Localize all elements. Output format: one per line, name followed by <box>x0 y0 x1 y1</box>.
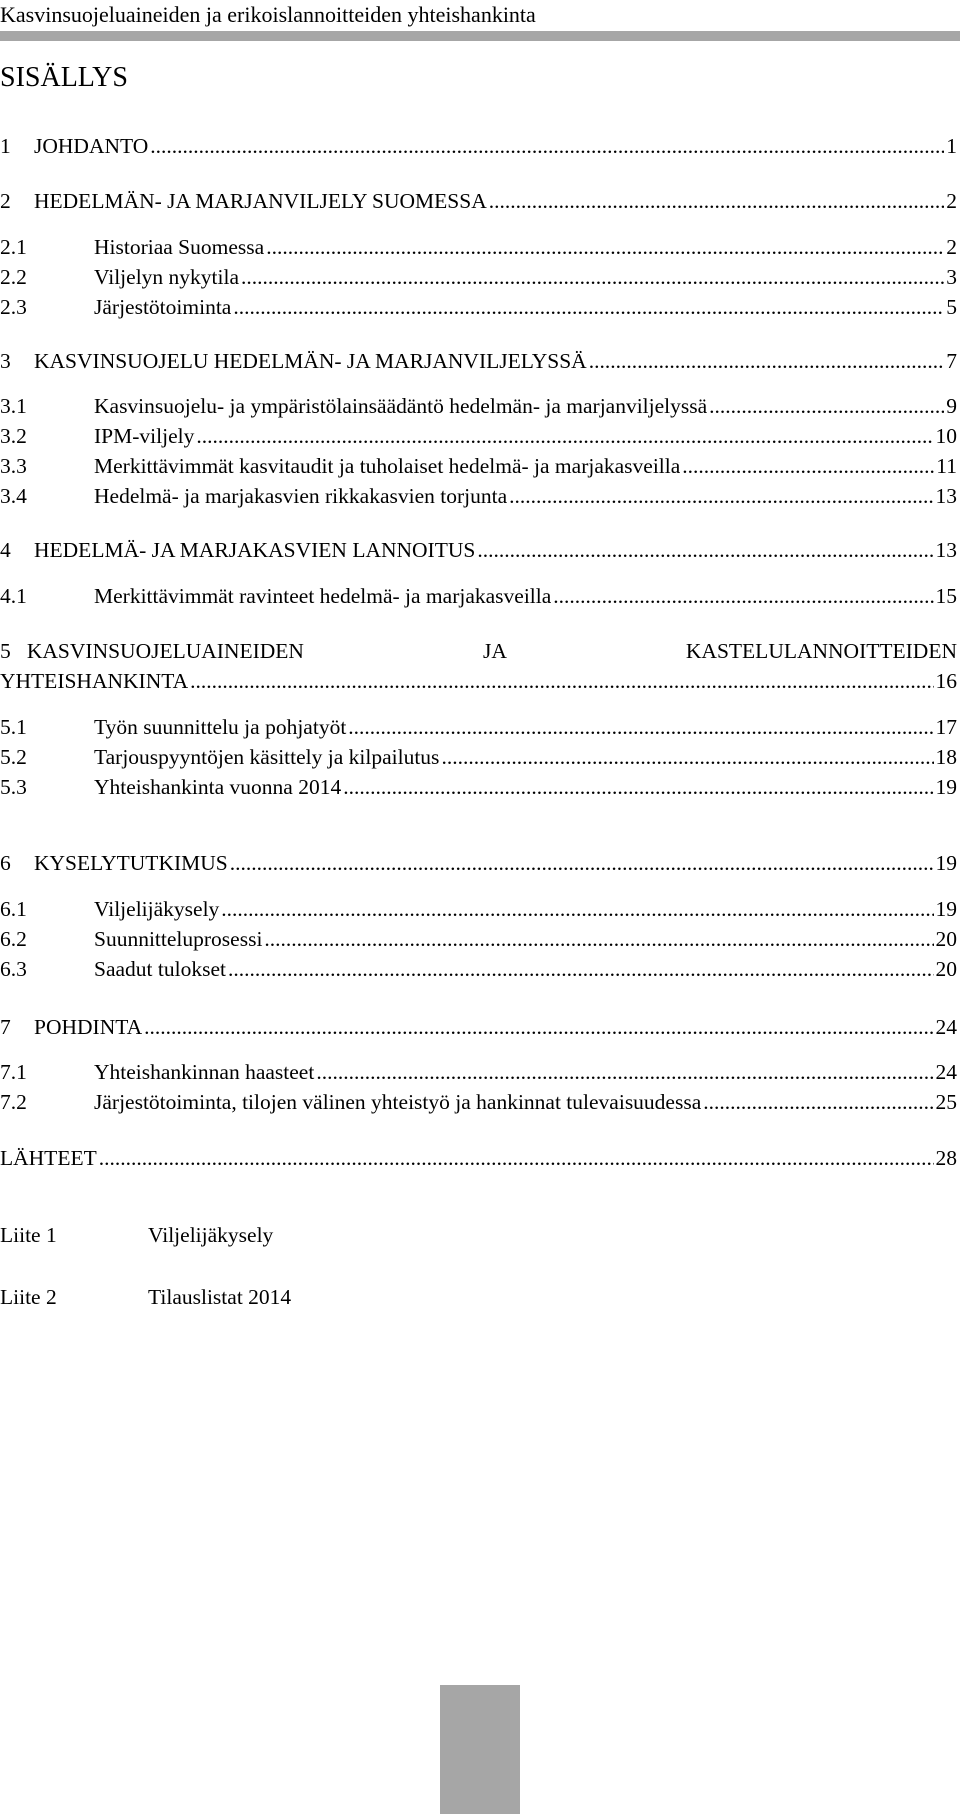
toc-title: LÄHTEET <box>0 1146 97 1170</box>
toc-number: 5.1 <box>0 715 27 739</box>
toc-number: 7.1 <box>0 1060 27 1084</box>
toc-page: 3 <box>946 265 957 289</box>
toc-title: HEDELMÄ- JA MARJAKASVIEN LANNOITUS <box>34 538 476 562</box>
toc-entry-2-1[interactable] <box>0 232 957 262</box>
toc-entry-2-3[interactable] <box>0 292 957 322</box>
toc-entry-4[interactable] <box>0 535 957 565</box>
toc-title: Yhteishankinta vuonna 2014 <box>94 775 342 799</box>
dot-leader <box>190 666 933 696</box>
toc-page: 17 <box>935 715 957 739</box>
toc-entry-6-3[interactable] <box>0 954 957 984</box>
dot-leader <box>343 772 933 802</box>
toc-title: Merkittävimmät ravinteet hedelmä- ja marjakasveilla <box>94 584 552 608</box>
toc-title: Työn suunnittelu ja pohjatyöt <box>94 715 347 739</box>
toc-page: 2 <box>946 189 957 213</box>
toc-entry-lahteet[interactable] <box>0 1143 957 1173</box>
toc-page: 11 <box>936 454 957 478</box>
appendix-number: Liite 2 <box>0 1285 57 1309</box>
toc-title-part <box>0 636 304 666</box>
toc-entry-6-1[interactable] <box>0 894 957 924</box>
toc-number: 5 <box>0 639 11 663</box>
toc-page: 7 <box>946 349 957 373</box>
toc-number: 2.1 <box>0 235 27 259</box>
appendix-title: Viljelijäkysely <box>148 1223 274 1247</box>
dot-leader <box>233 292 944 322</box>
toc-number: 3 <box>0 349 11 373</box>
toc-entry-5-line1[interactable] <box>0 636 957 666</box>
toc-title: Tarjouspyyntöjen käsittely ja kilpailutus <box>94 745 440 769</box>
toc-title: KASVINSUOJELUAINEIDEN <box>26 639 304 663</box>
toc-entry-2[interactable] <box>0 186 957 216</box>
toc-entry-3-4[interactable] <box>0 481 957 511</box>
toc-title: Yhteishankinnan haasteet <box>94 1060 315 1084</box>
dot-leader <box>509 481 933 511</box>
toc-entry-3-2[interactable] <box>0 421 957 451</box>
toc-entry-1[interactable] <box>0 131 957 161</box>
header-rule <box>0 31 960 41</box>
dot-leader <box>682 451 934 481</box>
toc-entry-6-2[interactable] <box>0 924 957 954</box>
toc-entry-7-2[interactable] <box>0 1087 957 1117</box>
dot-leader <box>228 954 934 984</box>
header-title: Kasvinsuojeluaineiden ja erikoislannoitteiden yhteishankinta <box>0 2 536 27</box>
toc-number: 6.3 <box>0 957 27 981</box>
page-number-tab <box>440 1685 520 1814</box>
dot-leader <box>230 848 934 878</box>
toc-number: 3.4 <box>0 484 27 508</box>
toc-title: POHDINTA <box>34 1015 143 1039</box>
dot-leader <box>241 262 944 292</box>
toc-title-part: KASTELULANNOITTEIDEN <box>685 639 957 663</box>
toc-entry-3[interactable] <box>0 346 957 376</box>
toc-number: 4 <box>0 538 11 562</box>
toc-number: 3.2 <box>0 424 27 448</box>
toc-entry-5-2[interactable] <box>0 742 957 772</box>
dot-leader <box>266 232 944 262</box>
toc-title: Saadut tulokset <box>94 957 226 981</box>
toc-page: 1 <box>946 134 957 158</box>
toc-page: 16 <box>935 669 957 693</box>
dot-leader <box>489 186 945 216</box>
toc-number: 7.2 <box>0 1090 27 1114</box>
appendix-title: Tilauslistat 2014 <box>148 1285 292 1309</box>
toc-title: Järjestötoiminta, tilojen välinen yhteistyö ja hankinnat tulevaisuudessa <box>94 1090 702 1114</box>
toc-entry-5-line2[interactable] <box>0 666 957 696</box>
toc-entry-3-3[interactable] <box>0 451 957 481</box>
dot-leader <box>441 742 933 772</box>
toc-page: 18 <box>935 745 957 769</box>
dot-leader <box>477 535 933 565</box>
dot-leader <box>99 1143 934 1173</box>
toc-title: Historiaa Suomessa <box>94 235 265 259</box>
toc-title: HEDELMÄN- JA MARJANVILJELY SUOMESSA <box>34 189 487 213</box>
toc-number: 6.2 <box>0 927 27 951</box>
toc-number: 2.2 <box>0 265 27 289</box>
appendix-number: Liite 1 <box>0 1223 57 1247</box>
toc-number: 5.2 <box>0 745 27 769</box>
toc-title: JOHDANTO <box>34 134 149 158</box>
toc-title: Hedelmä- ja marjakasvien rikkakasvien torjunta <box>94 484 508 508</box>
toc-page: 5 <box>946 295 957 319</box>
toc-page: 24 <box>935 1015 957 1039</box>
toc-entry-6[interactable] <box>0 848 957 878</box>
toc-entry-3-1[interactable] <box>0 391 957 421</box>
toc-page: 9 <box>946 394 957 418</box>
toc-title: Järjestötoiminta <box>94 295 232 319</box>
toc-number: 3.1 <box>0 394 27 418</box>
toc-title: Suunnitteluprosessi <box>94 927 263 951</box>
toc-title: Merkittävimmät kasvitaudit ja tuholaiset hedelmä- ja marjakasveilla <box>94 454 681 478</box>
toc-page: 13 <box>935 484 957 508</box>
toc-number: 7 <box>0 1015 11 1039</box>
toc-page: 25 <box>935 1090 957 1114</box>
toc-number: 6.1 <box>0 897 27 921</box>
toc-title: Kasvinsuojelu- ja ympäristölainsäädäntö hedelmän- ja marjanviljelyssä <box>94 394 708 418</box>
toc-title: KYSELYTUTKIMUS <box>34 851 228 875</box>
dot-leader <box>144 1012 933 1042</box>
toc-title: Viljelijäkysely <box>94 897 220 921</box>
toc-title: IPM-viljely <box>94 424 195 448</box>
dot-leader <box>150 131 944 161</box>
toc-page: 19 <box>935 897 957 921</box>
toc-heading: SISÄLLYS <box>0 62 128 93</box>
toc-entry-7-1[interactable] <box>0 1057 957 1087</box>
toc-title: KASVINSUOJELU HEDELMÄN- JA MARJANVILJELYSSÄ <box>34 349 587 373</box>
toc-page: 24 <box>935 1060 957 1084</box>
toc-page: 2 <box>946 235 957 259</box>
dot-leader <box>703 1087 933 1117</box>
toc-entry-7[interactable] <box>0 1012 957 1042</box>
toc-number: 2 <box>0 189 11 213</box>
dot-leader <box>221 894 933 924</box>
toc-page: 19 <box>935 775 957 799</box>
running-header <box>0 0 960 46</box>
toc-page: 13 <box>935 538 957 562</box>
toc-page: 20 <box>935 957 957 981</box>
toc-title: YHTEISHANKINTA <box>0 669 189 693</box>
toc-page: 10 <box>935 424 957 448</box>
dot-leader <box>709 391 944 421</box>
toc-number: 3.3 <box>0 454 27 478</box>
toc-number: 6 <box>0 851 11 875</box>
dot-leader <box>264 924 933 954</box>
toc-entry-5-3[interactable] <box>0 772 957 802</box>
toc-entry-4-1[interactable] <box>0 581 957 611</box>
toc-number: 5.3 <box>0 775 27 799</box>
dot-leader <box>196 421 933 451</box>
toc-title-part: JA <box>482 639 507 663</box>
dot-leader <box>589 346 945 376</box>
toc-page: 20 <box>935 927 957 951</box>
dot-leader <box>348 712 933 742</box>
toc-title: Viljelyn nykytila <box>94 265 240 289</box>
dot-leader <box>553 581 933 611</box>
toc-number: 4.1 <box>0 584 27 608</box>
toc-page: 28 <box>935 1146 957 1170</box>
toc-number: 1 <box>0 134 11 158</box>
dot-leader <box>316 1057 933 1087</box>
toc-entry-5-1[interactable] <box>0 712 957 742</box>
toc-page: 19 <box>935 851 957 875</box>
toc-number: 2.3 <box>0 295 27 319</box>
toc-page: 15 <box>935 584 957 608</box>
toc-entry-2-2[interactable] <box>0 262 957 292</box>
